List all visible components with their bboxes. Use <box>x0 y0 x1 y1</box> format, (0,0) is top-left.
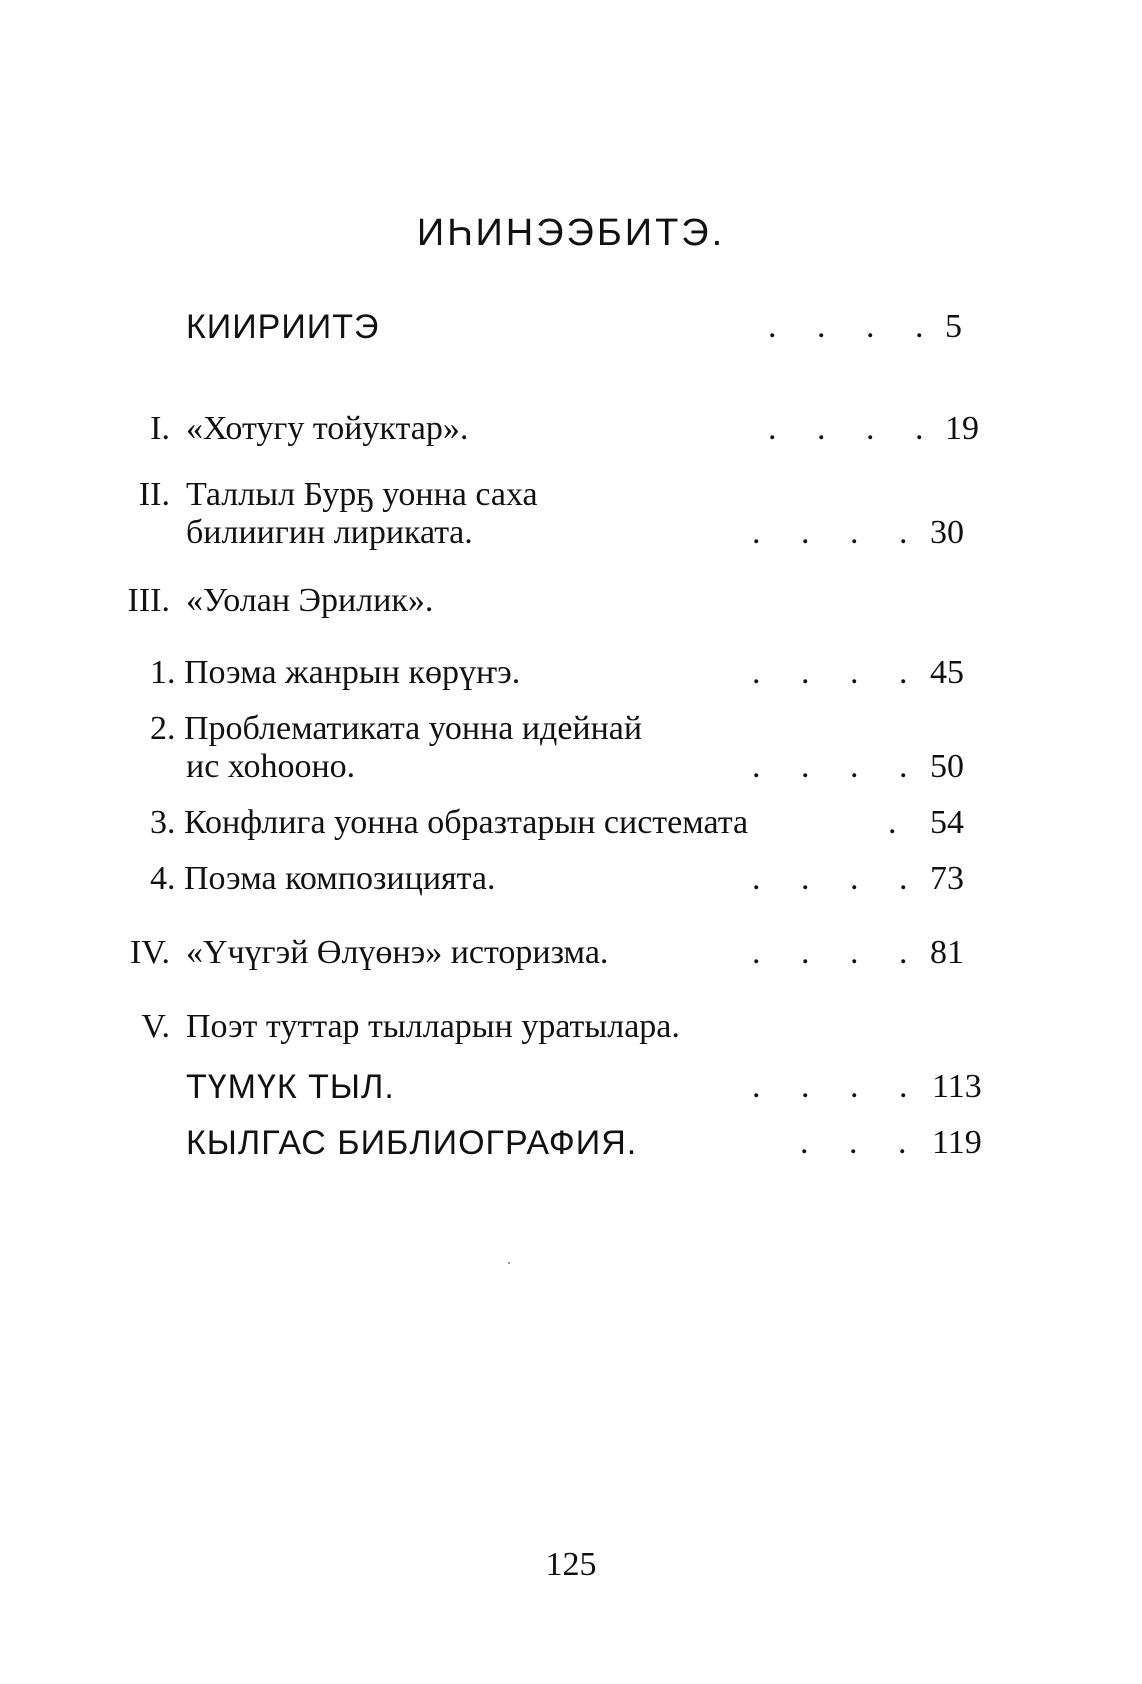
page-number: 125 <box>545 1546 597 1583</box>
toc-ch4-dots: . . . . <box>752 934 924 971</box>
toc-ch1-label: «Хотугу тойуктар». <box>186 410 469 447</box>
print-speck <box>508 1262 510 1264</box>
toc-conclusion-page: 113 <box>932 1068 982 1105</box>
toc-ch3-4-dots: . . . . <box>752 860 924 897</box>
toc-ch3-3-label: 3. Конфлигa уонна образтарын системата <box>150 804 749 841</box>
toc-ch3-1-page: 45 <box>930 654 964 691</box>
toc-ch4-page: 81 <box>930 934 964 971</box>
toc-ch3-1-label: 1. Поэма жанрын көрүҥэ. <box>150 654 521 691</box>
toc-ch3-label: «Уолан Эрилик». <box>186 582 434 619</box>
toc-intro-label: КИИРИИТЭ <box>186 308 380 346</box>
toc-ch5-number: V. <box>141 1008 170 1045</box>
toc-ch5-label: Поэт туттар тылларын уратылара. <box>186 1008 680 1045</box>
toc-ch1-number: I. <box>150 410 170 447</box>
toc-ch4-label: «Үчүгэй Өлүөнэ» историзма. <box>186 934 609 971</box>
toc-ch2-page: 30 <box>930 514 964 551</box>
toc-bibliography-label: КЫЛГАС БИБЛИОГРАФИЯ. <box>186 1124 638 1162</box>
toc-conclusion-dots: . . . . <box>752 1068 924 1105</box>
toc-ch3-3-page: 54 <box>930 804 964 841</box>
toc-ch3-4-page: 73 <box>930 860 964 897</box>
toc-ch3-2-page: 50 <box>930 748 964 785</box>
toc-ch4-number: IV. <box>130 934 170 971</box>
toc-ch1-page: 19 <box>945 410 979 447</box>
toc-ch3-2-label-line1: 2. Проблематиката уонна идейнай <box>150 710 643 747</box>
toc-ch2-label-line2: билиигин лирикатa. <box>186 514 473 551</box>
toc-ch2-label-line1: Таллыл Бурҕ уонна саха <box>186 476 538 513</box>
toc-intro-page: 5 <box>945 308 962 345</box>
toc-bibliography-page: 119 <box>932 1124 982 1161</box>
toc-ch3-1-dots: . . . . <box>752 654 924 691</box>
toc-ch2-dots: . . . . <box>752 514 924 551</box>
page-title: ИҺИНЭЭБИТЭ. <box>416 212 726 254</box>
toc-intro-dots: . . . . <box>768 308 940 345</box>
toc-ch3-2-label-line2: ис хоһооно. <box>186 748 356 785</box>
toc-ch1-dots: . . . . <box>768 410 940 447</box>
toc-ch3-2-dots: . . . . <box>752 748 924 785</box>
toc-ch3-4-label: 4. Поэма композицията. <box>150 860 496 897</box>
toc-ch3-number: III. <box>127 582 170 619</box>
toc-ch3-3-dots: . <box>888 804 913 841</box>
toc-conclusion-label: ТҮМҮК ТЫЛ. <box>186 1068 395 1106</box>
toc-ch2-number: II. <box>138 476 170 513</box>
toc-bibliography-dots: . . . <box>800 1124 923 1161</box>
